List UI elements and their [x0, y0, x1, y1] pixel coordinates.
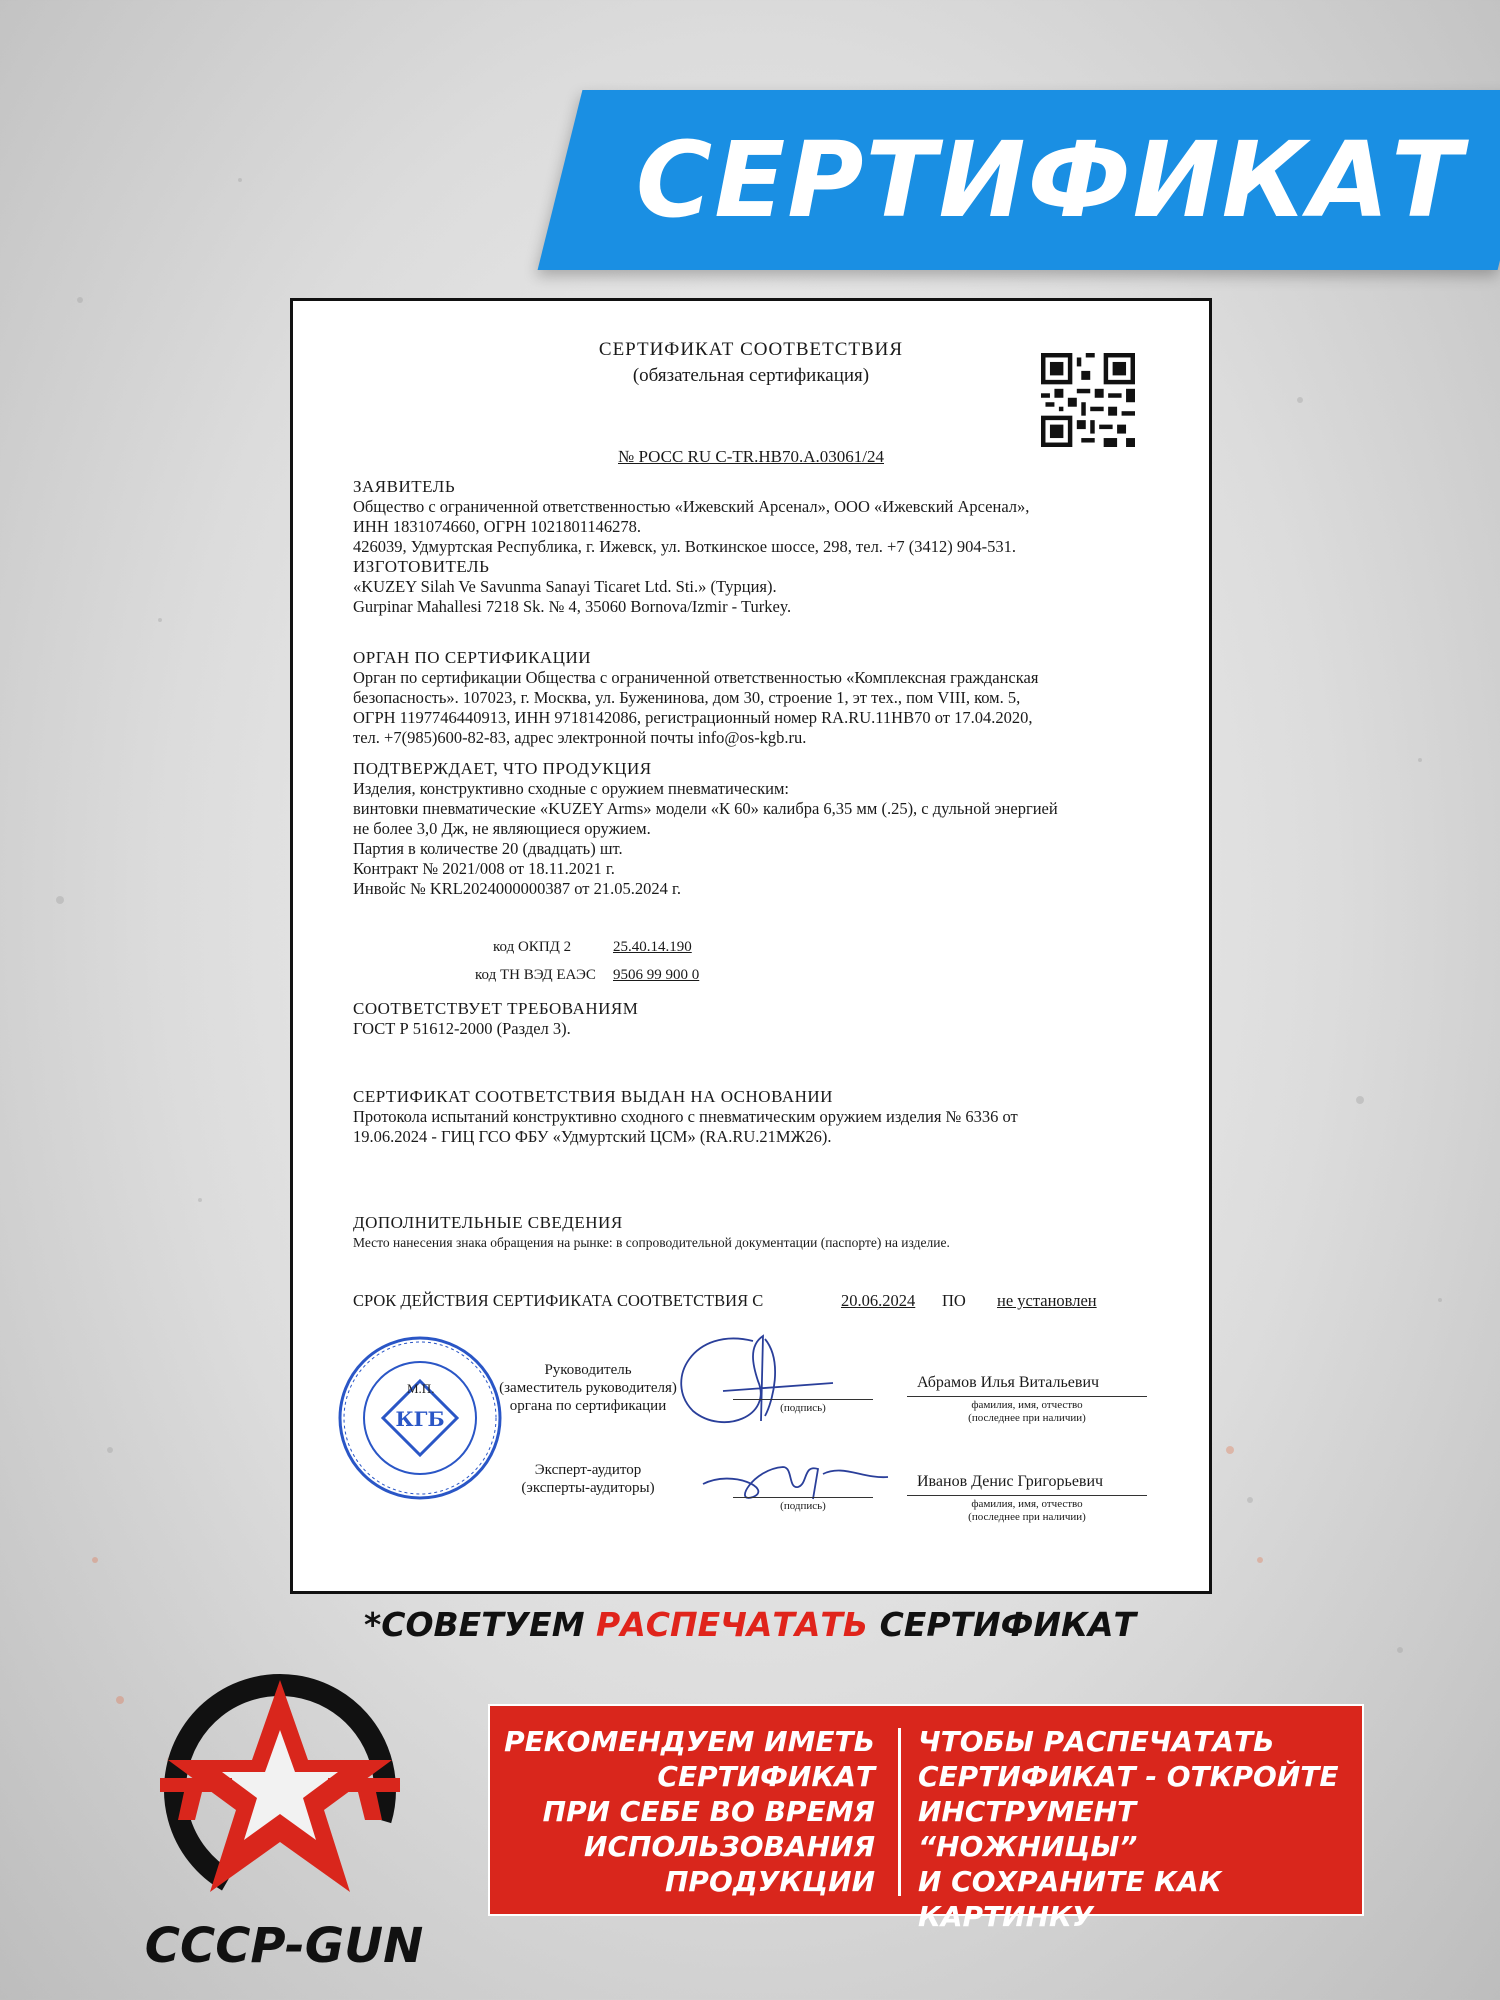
applicant-line: ИНН 1831074660, ОГРН 1021801146278. [353, 517, 642, 536]
product-line: Инвойс № KRL2024000000387 от 21.05.2024 г. [353, 879, 681, 898]
info-divider [898, 1728, 901, 1896]
expert-name-note-line: фамилия, имя, отчество [971, 1498, 1083, 1510]
expert-role [493, 1461, 683, 1497]
requirements-section [353, 999, 1153, 1039]
product-line: Изделия, конструктивно сходные с оружием пневматическим: [353, 779, 790, 798]
info-left-line: ИСПОЛЬЗОВАНИЯ [584, 1830, 875, 1863]
head-name: Абрамов Илья Витальевич [917, 1374, 1100, 1391]
info-left-line: СЕРТИФИКАТ [657, 1760, 875, 1793]
head-role-line: (заместитель руководителя) [499, 1380, 677, 1396]
expert-role-line: Эксперт-аудитор [534, 1462, 642, 1478]
manufacturer-section [353, 557, 1153, 617]
info-right-line: КАРТИНКУ [918, 1900, 1094, 1933]
basis-heading: СЕРТИФИКАТ СООТВЕТСТВИЯ ВЫДАН НА ОСНОВАНИИ [353, 1087, 833, 1106]
validity-from: 20.06.2024 [841, 1291, 916, 1310]
expert-name-note [907, 1498, 1147, 1524]
info-right-line: СЕРТИФИКАТ - ОТКРОЙТЕ [918, 1760, 1339, 1793]
info-left-line: ПРИ СЕБЕ ВО ВРЕМЯ [542, 1795, 875, 1828]
manufacturer-line: Gurpinar Mahallesi 7218 Sk. № 4, 35060 Bornova/Izmir - Turkey. [353, 597, 792, 616]
manufacturer-heading: ИЗГОТОВИТЕЛЬ [353, 557, 490, 576]
validity-label: СРОК ДЕЙСТВИЯ СЕРТИФИКАТА СООТВЕТСТВИЯ С [353, 1291, 764, 1310]
okpd-code-value: 25.40.14.190 [613, 939, 692, 955]
applicant-section [353, 477, 1153, 557]
tnved-code-label: код ТН ВЭД ЕАЭС [475, 967, 596, 983]
info-right [918, 1724, 1348, 1934]
head-signature-line [733, 1399, 873, 1400]
validity-to-label: ПО [942, 1291, 966, 1310]
expert-name-note-line: (последнее при наличии) [968, 1511, 1086, 1523]
requirements-line: ГОСТ Р 51612-2000 (Раздел 3). [353, 1019, 571, 1038]
head-role-line: органа по сертификации [509, 1398, 667, 1414]
okpd-code-row [493, 939, 692, 956]
certificate-document [290, 298, 1212, 1594]
certificate-subtitle: (обязательная сертификация) [632, 365, 870, 386]
validity-to: не установлен [997, 1291, 1097, 1310]
info-box [488, 1704, 1364, 1933]
advice-part3: СЕРТИФИКАТ [868, 1605, 1137, 1644]
product-section [353, 759, 1153, 899]
basis-line: 19.06.2024 - ГИЦ ГСО ФБУ «Удмуртский ЦСМ» (RA.RU.21МЖ26). [353, 1127, 832, 1146]
head-name-line [907, 1396, 1147, 1397]
advice-part2: РАСПЕЧАТАТЬ [596, 1605, 869, 1644]
seal-stamp-icon [335, 1333, 505, 1503]
requirements-heading: СООТВЕТСТВУЕТ ТРЕБОВАНИЯМ [353, 999, 639, 1018]
expert-signature-line [733, 1497, 873, 1498]
cert-body-heading: ОРГАН ПО СЕРТИФИКАЦИИ [353, 648, 592, 667]
info-left [490, 1724, 875, 1899]
okpd-code-label: код ОКПД 2 [493, 939, 572, 955]
additional-heading: ДОПОЛНИТЕЛЬНЫЕ СВЕДЕНИЯ [353, 1213, 623, 1232]
cert-body-line: безопасность». 107023, г. Москва, ул. Буженинова, дом 30, строение 1, эт тех., пом VIII, ком. 5, [353, 688, 1021, 707]
head-name-note-line: (последнее при наличии) [968, 1412, 1086, 1424]
validity-row [353, 1291, 1173, 1311]
product-line: не более 3,0 Дж, не являющиеся оружием. [353, 819, 651, 838]
product-line: винтовки пневматические «KUZEY Arms» модели «К 60» калибра 6,35 мм (.25), с дульной энергией [353, 799, 1058, 818]
info-right-line: ЧТОБЫ РАСПЕЧАТАТЬ [918, 1725, 1275, 1758]
info-left-line: ПРОДУКЦИИ [664, 1865, 875, 1898]
additional-section [353, 1213, 1153, 1253]
expert-role-line: (эксперты-аудиторы) [521, 1480, 655, 1496]
tnved-code-value: 9506 99 900 0 [613, 967, 700, 983]
certificate-title: СЕРТИФИКАТ СООТВЕТСТВИЯ [598, 339, 904, 360]
additional-line: Место нанесения знака обращения на рынке: в сопроводительной документации (паспорте) на изделие. [353, 1235, 950, 1250]
product-line: Контракт № 2021/008 от 18.11.2021 г. [353, 859, 615, 878]
qr-code-icon [1041, 353, 1135, 447]
print-advice [0, 1605, 1500, 1644]
head-name-note-line: фамилия, имя, отчество [971, 1399, 1083, 1411]
info-right-line: ИНСТРУМЕНТ “НОЖНИЦЫ” [918, 1795, 1138, 1863]
head-sign-label: (подпись) [780, 1402, 826, 1414]
head-role-line: Руководитель [544, 1362, 632, 1378]
expert-name-line [907, 1495, 1147, 1496]
expert-name: Иванов Денис Григорьевич [917, 1473, 1104, 1490]
basis-line: Протокола испытаний конструктивно сходного с пневматическим оружием изделия № 6336 от [353, 1107, 1018, 1126]
cert-body-line: Орган по сертификации Общества с ограниченной ответственностью «Комплексная гражданская [353, 668, 1039, 687]
certificate-number: № РОСС RU C-TR.HB70.A.03061/24 [618, 447, 884, 466]
cert-body-line: тел. +7(985)600-82-83, адрес электронной почты info@os-kgb.ru. [353, 728, 807, 747]
info-right-line: И СОХРАНИТЕ КАК [918, 1865, 1222, 1898]
info-left-line: РЕКОМЕНДУЕМ ИМЕТЬ [504, 1725, 875, 1758]
basis-section [353, 1087, 1153, 1147]
stamp-mp-text: М.П. [407, 1381, 435, 1396]
head-name-note [907, 1399, 1147, 1425]
tnved-code-row [475, 967, 700, 984]
expert-sign-label: (подпись) [780, 1500, 826, 1512]
applicant-heading: ЗАЯВИТЕЛЬ [353, 477, 456, 496]
cert-body-section [353, 648, 1153, 748]
cert-body-line: ОГРН 1197746440913, ИНН 9718142086, регистрационный номер RA.RU.11НВ70 от 17.04.2020, [353, 708, 1033, 727]
advice-part1: *СОВЕТУЕМ [363, 1605, 597, 1644]
product-heading: ПОДТВЕРЖДАЕТ, ЧТО ПРОДУКЦИЯ [353, 759, 652, 778]
logo-text: CCCP-GUN [144, 1918, 424, 1974]
banner-title: СЕРТИФИКАТ [635, 119, 1465, 241]
applicant-line: 426039, Удмуртская Республика, г. Ижевск, ул. Воткинское шоссе, 298, тел. +7 (3412) 904-531. [353, 537, 1016, 556]
cccp-gun-logo-icon [140, 1660, 420, 1910]
product-line: Партия в количестве 20 (двадцать) шт. [353, 839, 623, 858]
applicant-line: Общество с ограниченной ответственностью «Ижевский Арсенал», ООО «Ижевский Арсенал», [353, 497, 1030, 516]
stamp-center-text: КГБ [395, 1407, 445, 1431]
manufacturer-line: «KUZEY Silah Ve Savunma Sanayi Ticaret Ltd. Sti.» (Турция). [353, 577, 777, 596]
